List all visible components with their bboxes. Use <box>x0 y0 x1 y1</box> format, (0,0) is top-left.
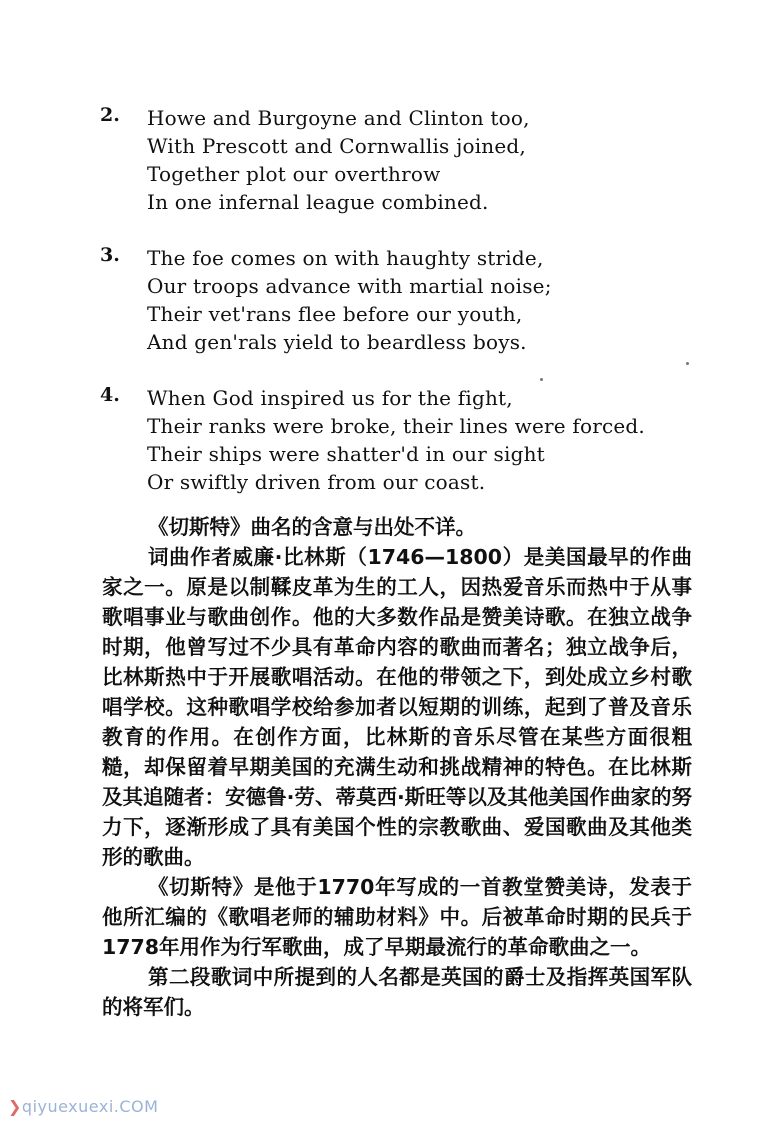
commentary-paragraph: 词曲作者威廉·比林斯（1746—1800）是美国最早的作曲家之一。原是以制鞣皮革为生的工人，因热爱音乐而热中于从事歌唱事业与歌曲创作。他的大多数作品是赞美诗歌。在独立战争时期，他曾写过不少具有革命内容的歌曲而著名；独立战争后，比林斯热中于开展歌唱活动。在他的带领之下，到处成立乡村歌唱学校。这种歌唱学校给参加者以短期的训练，起到了普及音乐教育的作用。在创作方面，比林斯的音乐尽管在某些方面很粗糙，却保留着早期美国的充满生动和挑战精神的特色。在比林斯及其追随者：安德鲁·劳、蒂莫西·斯旺等以及其他美国作曲家的努力下，逐渐形成了具有美国个性的宗教歌曲、爱国歌曲及其他类形的歌曲。 <box>102 545 692 869</box>
print-speck <box>540 378 543 381</box>
lyric-line: In one infernal league combined. <box>147 190 489 214</box>
site-watermark <box>8 1097 158 1116</box>
lyric-line: Their ranks were broke, their lines were forced. <box>147 414 645 438</box>
lyric-line: With Prescott and Cornwallis joined, <box>147 134 526 158</box>
commentary-paragraph: 《切斯特》曲名的含意与出处不详。 <box>148 515 476 539</box>
fish-icon: ❯ <box>8 1097 22 1116</box>
lyric-line: Their ships were shatter'd in our sight <box>147 442 545 466</box>
lyric-line: Our troops advance with martial noise; <box>147 274 552 298</box>
lyric-line: When God inspired us for the fight, <box>147 386 513 410</box>
lyric-line: Their vet'rans flee before our youth, <box>147 302 523 326</box>
stanza-number: 3. <box>100 244 120 266</box>
print-speck <box>686 362 689 365</box>
stanza-number: 4. <box>100 384 120 406</box>
lyric-line: The foe comes on with haughty stride, <box>147 246 544 270</box>
lyric-line: Or swiftly driven from our coast. <box>147 470 486 494</box>
lyric-line: Howe and Burgoyne and Clinton too, <box>147 106 530 130</box>
commentary <box>102 512 692 1022</box>
stanza-number: 2. <box>100 104 120 126</box>
watermark-text: qiyuexuexi.COM <box>21 1097 159 1116</box>
lyric-line: And gen'rals yield to beardless boys. <box>147 330 527 354</box>
commentary-paragraph: 《切斯特》是他于1770年写成的一首教堂赞美诗，发表于他所汇编的《歌唱老师的辅助材料》中。后被革命时期的民兵于1778年用作为行军歌曲，成了早期最流行的革命歌曲之一。 <box>102 875 692 959</box>
lyric-line: Together plot our overthrow <box>147 162 441 186</box>
commentary-paragraph: 第二段歌词中所提到的人名都是英国的爵士及指挥英国军队的将军们。 <box>102 965 692 1019</box>
